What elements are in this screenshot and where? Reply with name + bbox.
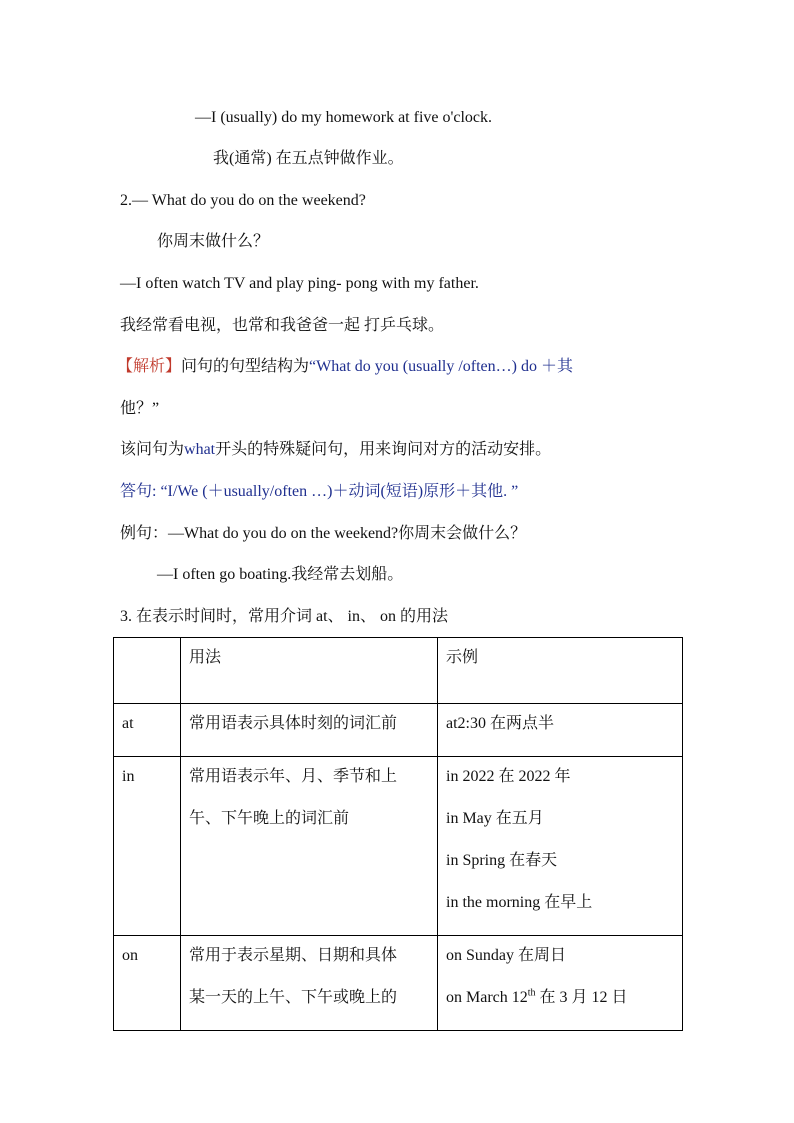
table-row [114, 757, 683, 936]
usage-text: 午、下午晚上的词汇前 [189, 810, 350, 827]
example-answer: —I often go boating.我经常去划船。 [157, 566, 404, 583]
example-cell-on [438, 936, 683, 1031]
header-cell-empty [114, 638, 181, 704]
usage-text: 常用于表示星期、日期和具体 [189, 947, 398, 964]
usage-text: 某一天的上午、下午或晚上的 [189, 989, 398, 1006]
analysis-pattern: “What do you (usually /often…) do ＋其 [309, 358, 573, 375]
header-cell-examples: 示例 [438, 638, 683, 704]
analysis-line-2: 他？” [120, 400, 160, 417]
example-cell-at [438, 704, 683, 757]
answer-line-2: —I often watch TV and play ping- pong with my father. [120, 275, 479, 292]
translation-question-2: 你周末做什么？ [157, 233, 270, 250]
table-header-row [114, 638, 683, 704]
usage-text: 常用语表示年、月、季节和上 [189, 768, 398, 785]
preposition-usage-table [113, 637, 683, 1031]
table-row [114, 936, 683, 1031]
usage-cell-at [181, 704, 438, 757]
table-row [114, 704, 683, 757]
translation-answer-2: 我经常看电视，也常和我爸爸一起 打乒乓球。 [120, 317, 445, 334]
analysis-tag: 【解析】 [117, 358, 182, 375]
example-date-suffix: th [527, 987, 536, 999]
prep-cell-on: on [114, 936, 181, 1031]
analysis-line-3-c: 开头的特殊疑问句，用来询问对方的活动安排。 [215, 441, 552, 458]
example-text: on Sunday 在周日 [446, 947, 567, 964]
example-question: 例句：—What do you do on the weekend?你周末会做什么？ [120, 525, 527, 542]
example-text: in May 在五月 [446, 810, 544, 827]
example-text: at2:30 在两点半 [446, 715, 554, 732]
example-text: in 2022 在 2022 年 [446, 768, 571, 785]
analysis-line-3-a: 该问句为 [120, 441, 185, 458]
example-text-date [446, 988, 674, 1030]
prep-cell-at: at [114, 704, 181, 757]
analysis-keyword-what: what [184, 441, 216, 458]
analysis-line-3 [120, 440, 551, 460]
usage-text: 常用语表示具体时刻的词汇前 [189, 715, 398, 732]
example-text: in Spring 在春天 [446, 852, 558, 869]
usage-cell-on [181, 936, 438, 1031]
example-date-pre: on March 12 [446, 989, 528, 1006]
translation-line-1: 我(通常) 在五点钟做作业。 [213, 150, 404, 167]
answer-pattern: 答句: “I/We (＋usually/often …)＋动词(短语)原形＋其他. ” [120, 483, 519, 500]
example-date-post: 在 3 月 12 日 [535, 989, 628, 1006]
analysis-text-a: 问句的句型结构为 [181, 358, 310, 375]
header-cell-usage: 用法 [181, 638, 438, 704]
example-cell-in [438, 757, 683, 936]
answer-line-1: —I (usually) do my homework at five o'clock. [195, 109, 493, 126]
analysis-line-1 [117, 357, 573, 377]
example-text: in the morning 在早上 [446, 894, 593, 911]
usage-cell-in [181, 757, 438, 936]
section-3-heading: 3. 在表示时间时，常用介词 at、 in、 on 的用法 [120, 608, 448, 625]
question-2: 2.— What do you do on the weekend? [120, 192, 366, 209]
prep-cell-in: in [114, 757, 181, 936]
